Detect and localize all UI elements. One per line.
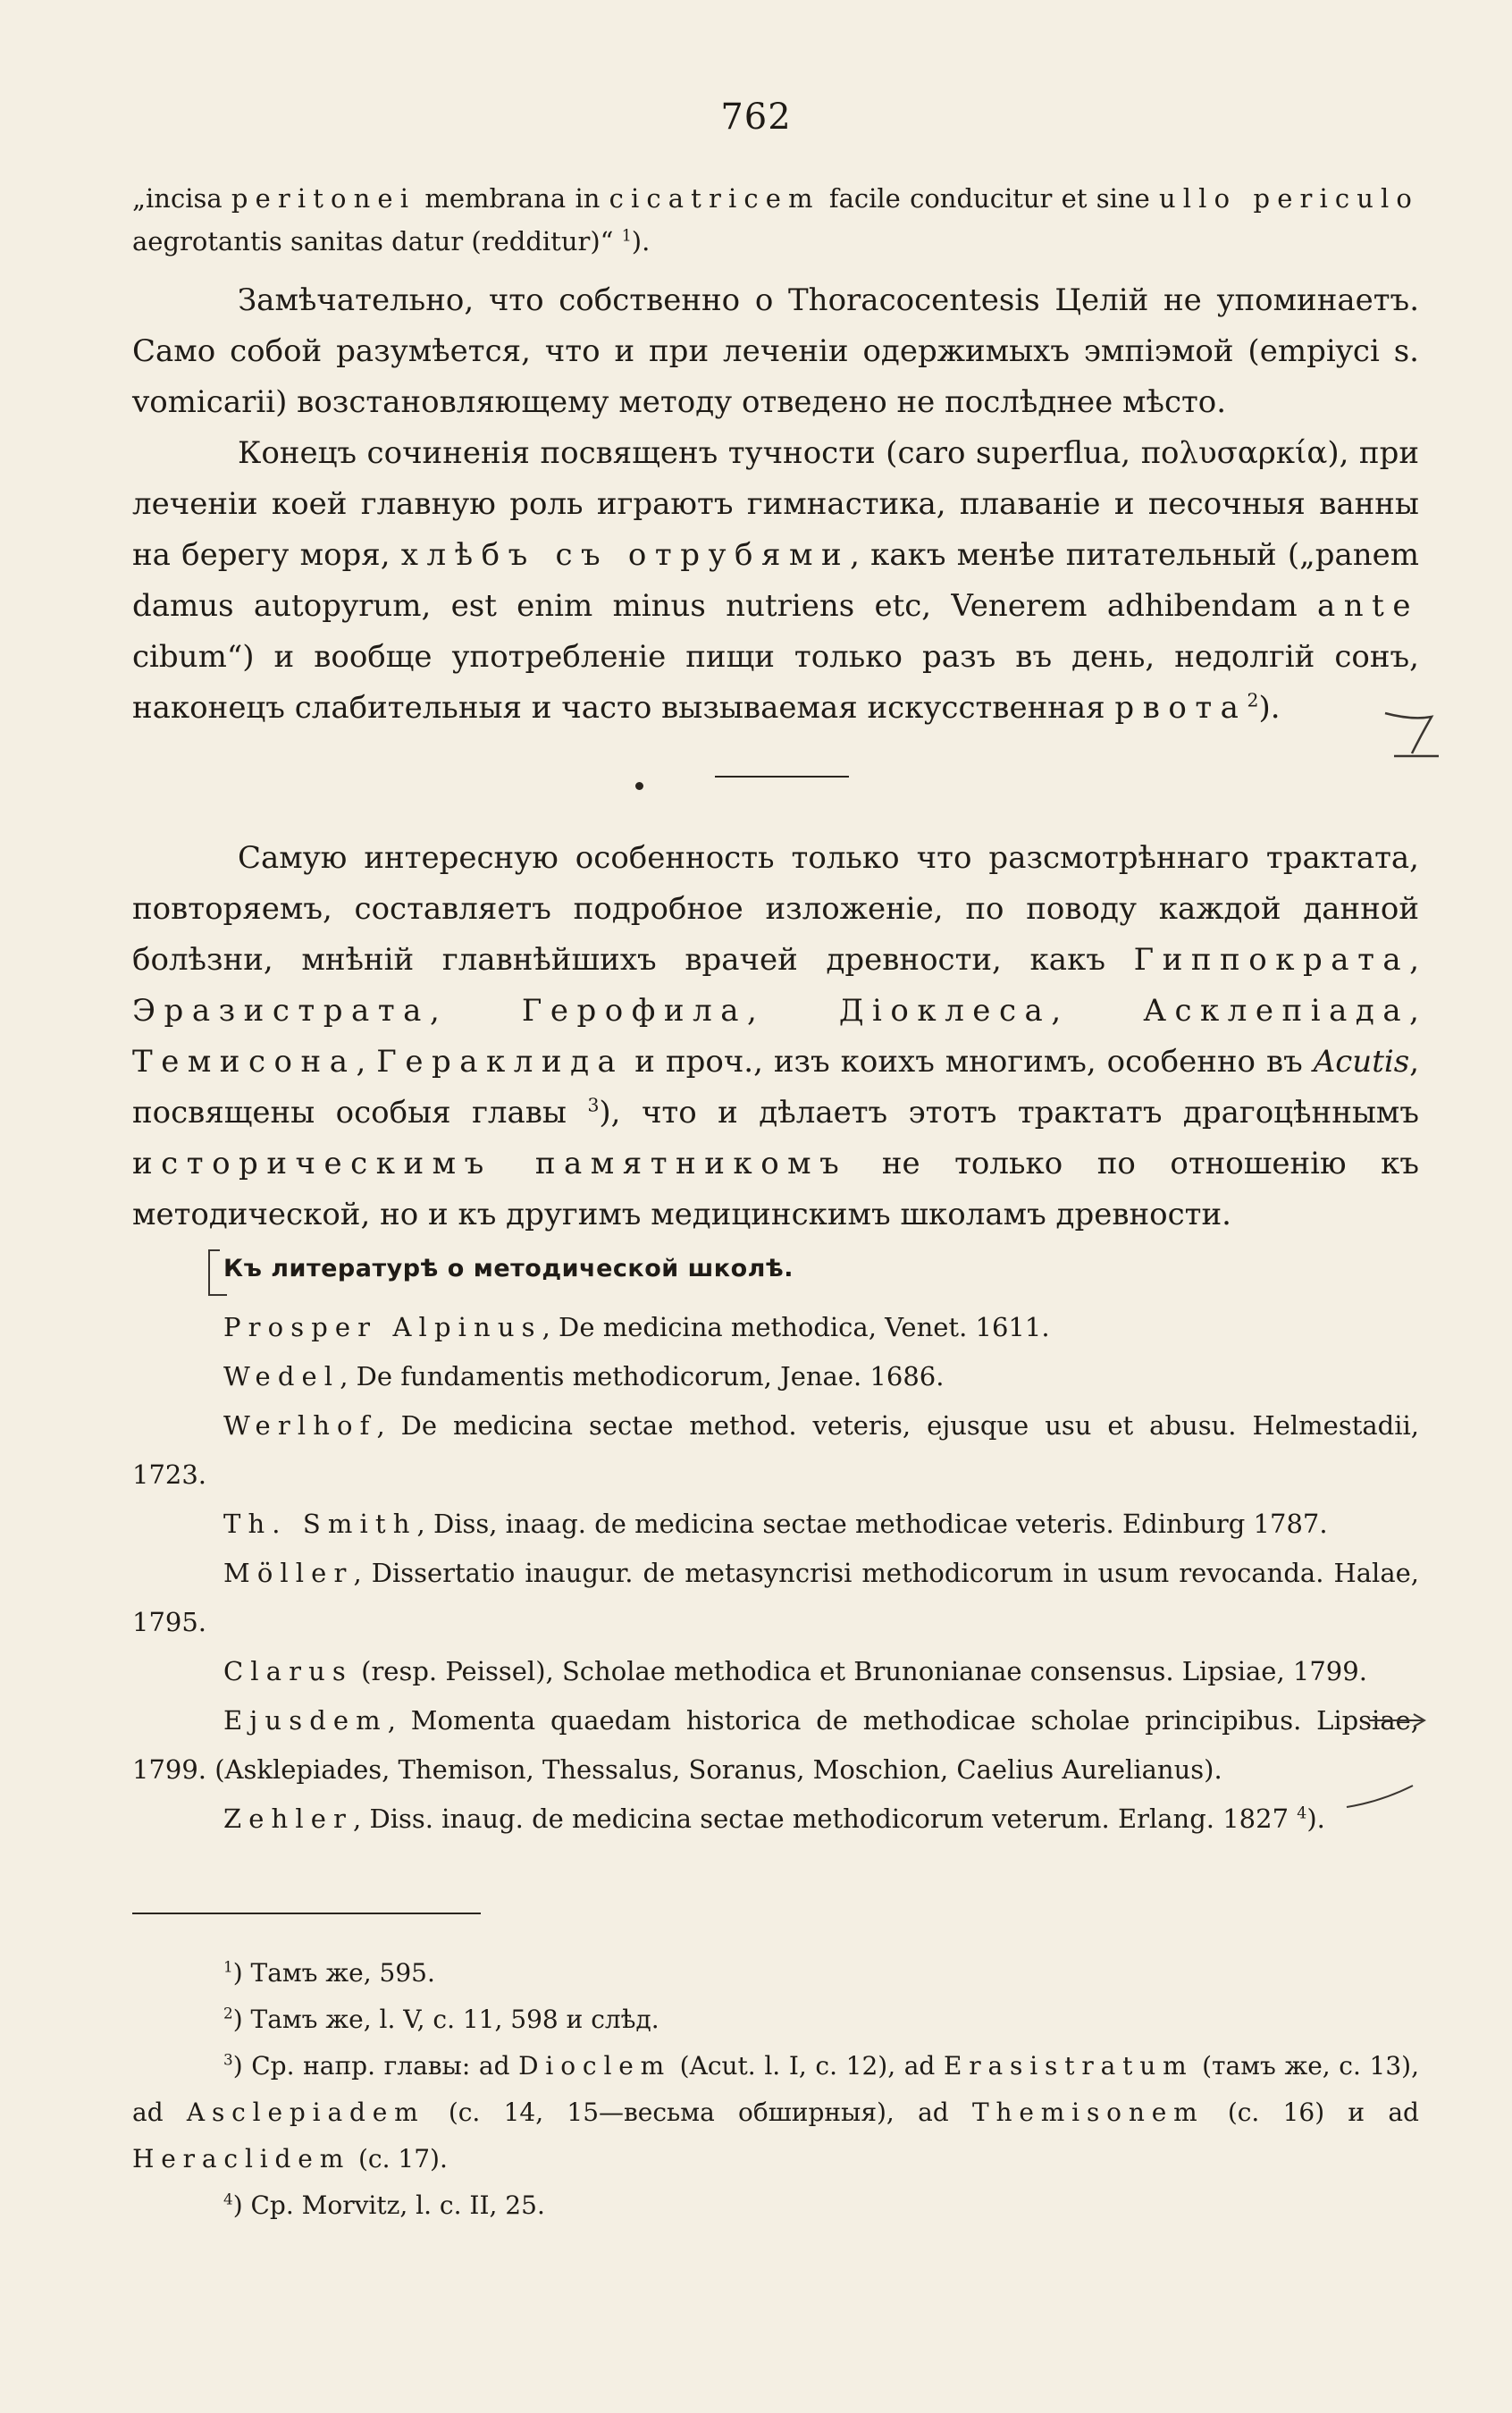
bib-text: , Momenta quaedam historica de methodicae scholae principibus. Lipsiae, 1799. (Asklepiades, Themison, Thessalus, Soranus, Moschion, Caelius Aurelianus). — [132, 1705, 1419, 1785]
bib-text: (resp. Peissel), Scholae methodica et Brunonianae consensus. Lipsiae, 1799. — [352, 1656, 1367, 1686]
name-erasistratum: Erasistratum — [944, 2051, 1194, 2081]
paragraph-physicians — [132, 833, 1419, 1240]
bib-text: , Diss. inaug. de medicina sectae methodicorum veterum. Erlang. 1827 — [353, 1803, 1298, 1834]
body-section-2 — [132, 833, 1419, 1240]
bib-entry — [132, 1401, 1419, 1500]
quote-text: ). — [631, 226, 651, 256]
bibliography-list — [132, 1303, 1419, 1844]
name-erasistratus: Эразистрата — [132, 993, 430, 1029]
bib-author: Th. Smith — [223, 1509, 417, 1539]
name-heraclidem: Heraclidem — [132, 2144, 351, 2173]
footnotes — [132, 1950, 1419, 2229]
emphasis-vomit: рвота — [1114, 690, 1247, 726]
footnote-mark: 1 — [223, 1957, 233, 1976]
text-run: , — [1051, 993, 1144, 1029]
footnote-ref: 4 — [1297, 1804, 1307, 1823]
title-acutis: Acutis — [1313, 1044, 1410, 1080]
footnote-ref: 1 — [621, 227, 632, 246]
bib-author: Möller — [223, 1558, 354, 1588]
bib-entry — [132, 1647, 1419, 1696]
footnote-ref: 3 — [587, 1094, 600, 1116]
footnote-text: ) Ср. Morvitz, l. c. II, 25. — [232, 2190, 545, 2220]
text-run: , — [429, 993, 522, 1029]
text-run: ), что и дѣлаетъ этотъ трактатъ драгоцѣннымъ — [599, 1095, 1419, 1131]
footnote-text: ) Тамъ же, l. V, c. 11, 598 и слѣд. — [232, 2005, 659, 2034]
quote-spaced-term: peritonei — [231, 183, 416, 214]
bib-entry — [132, 1500, 1419, 1549]
pencil-dot — [635, 782, 643, 790]
name-diocles: Діоклеса — [838, 993, 1052, 1029]
body-section-1 — [132, 275, 1419, 734]
emphasis-ante: ante — [1316, 588, 1419, 624]
footnote-1 — [132, 1950, 1419, 1997]
name-asclepiadem: Asclepiadem — [186, 2098, 425, 2127]
text-run: ). — [1258, 690, 1281, 726]
bib-text: , Dissertatio inaugur. de metasyncrisi methodicorum in usum revocanda. Halae, 1795. — [132, 1558, 1419, 1637]
name-hippocrates: Гиппократа — [1133, 942, 1410, 978]
latin-quote — [132, 177, 1419, 263]
footnote-3 — [132, 2043, 1419, 2182]
text-run: и проч., изъ коихъ многимъ, особенно въ — [624, 1044, 1314, 1080]
bib-text: , De medicina sectae method. veteris, ejusque usu et abusu. Helmestadii, 1723. — [132, 1410, 1419, 1490]
bib-author: Werlhof — [223, 1410, 377, 1441]
text-run: , какъ менѣе питательный („panem damus autopyrum, est enim minus nutriens etc, Venerem adhibendam — [132, 537, 1419, 624]
footnote-divider — [132, 1913, 481, 1914]
footnote-2 — [132, 1997, 1419, 2043]
section-divider — [715, 776, 849, 778]
bib-author: Prosper Alpinus — [223, 1312, 542, 1342]
text-run: , — [747, 993, 839, 1029]
bib-author: Zehler — [223, 1803, 354, 1834]
text-run: Конецъ сочиненія посвященъ тучности (caro superflua, πολυσαρκία), при леченіи коей главную роль играютъ гимнастика, плаваніе и песочныя ванны на берегу моря, — [132, 435, 1419, 573]
footnote-text: (Acut. l. I, c. 12), ad — [671, 2051, 944, 2081]
quote-text: aegrotantis sanitas datur (redditur)“ — [132, 226, 622, 256]
name-dioclem: Dioclem — [518, 2051, 672, 2081]
footnote-mark: 3 — [223, 2050, 233, 2069]
footnote-text: (с. 17). — [350, 2144, 448, 2173]
footnote-text: (с. 16) и ad — [1204, 2098, 1419, 2127]
text-run: Самую интересную особенность только что разсмотрѣннаго трактата, повторяемъ, составляетъ подробное изложеніе, по поводу каждой данной болѣзни, мнѣній главнѣйшихъ врачей древности, какъ — [132, 840, 1419, 978]
text-run: , посвящены особыя главы — [132, 1044, 1419, 1131]
bib-text: , De medicina methodica, Venet. 1611. — [542, 1312, 1050, 1342]
bibliography-heading: Къ литературѣ о методической школѣ. — [223, 1255, 794, 1282]
bib-entry — [132, 1303, 1419, 1352]
paragraph-obesity — [132, 428, 1419, 734]
footnote-text: (с. 14, 15—весьма обширныя), ad — [424, 2098, 972, 2127]
quote-text: membrana in — [416, 183, 609, 214]
bib-author: Ejusdem — [223, 1705, 388, 1736]
name-heraclides: Гераклида — [376, 1044, 625, 1080]
name-themison: Темисона — [132, 1044, 357, 1080]
text-run: , — [1409, 942, 1419, 978]
bib-entry — [132, 1795, 1419, 1844]
bib-entry — [132, 1549, 1419, 1647]
page-number: 762 — [720, 97, 792, 138]
footnote-text: ) Тамъ же, 595. — [232, 1958, 435, 1988]
footnote-text: (тамъ же, с. 13), ad — [132, 2051, 1419, 2127]
bib-entry — [132, 1352, 1419, 1401]
text-run: , — [1409, 993, 1419, 1029]
bib-author: Wedel — [223, 1361, 340, 1391]
quote-text: facile conducitur et sine — [819, 183, 1159, 214]
bib-text: , De fundamentis methodicorum, Jenae. 1686. — [340, 1361, 945, 1391]
paragraph-thoracocentesis: Замѣчательно, что собственно о Thoracocentesis Целій не упоминаетъ. Само собой разумѣется, что и при леченіи одержимыхъ эмпіэмой (empiyci s. vomicarii) возстановляющему методу отведено не послѣднее мѣсто. — [132, 282, 1419, 420]
text-run: не только по отношенію къ методической, но и къ другимъ медицинскимъ школамъ древности. — [132, 1146, 1420, 1232]
name-herophilus: Герофила — [521, 993, 747, 1029]
footnote-ref: 2 — [1247, 689, 1259, 711]
footnote-4 — [132, 2182, 1419, 2229]
emphasis-historical-monument: историческимъ памятникомъ — [132, 1146, 848, 1181]
quote-spaced-term: ullo periculo — [1158, 183, 1419, 214]
bib-text: ). — [1306, 1803, 1325, 1834]
footnote-mark: 2 — [223, 2004, 233, 2022]
text-run: , — [356, 1044, 377, 1080]
bib-text: , Diss, inaag. de medicina sectae methodicae veteris. Edinburg 1787. — [416, 1509, 1328, 1539]
emphasis-bread: хлѣбъ съ отрубями — [400, 537, 851, 573]
name-asclepiades: Асклепіада — [1143, 993, 1410, 1029]
bib-entry — [132, 1696, 1419, 1795]
footnote-text: ) Ср. напр. главы: ad — [232, 2051, 519, 2081]
footnote-mark: 4 — [223, 2190, 233, 2208]
name-themisonem: Themisonem — [971, 2098, 1205, 2127]
text-run: cibum“) и вообще употребленіе пищи только разъ въ день, недолгій сонъ, наконецъ слабительныя и часто вызываемая искусственная — [132, 639, 1419, 726]
quote-spaced-term: cicatricem — [609, 183, 820, 214]
quote-text: „incisa — [132, 183, 231, 214]
bib-author: Clarus — [223, 1656, 353, 1686]
